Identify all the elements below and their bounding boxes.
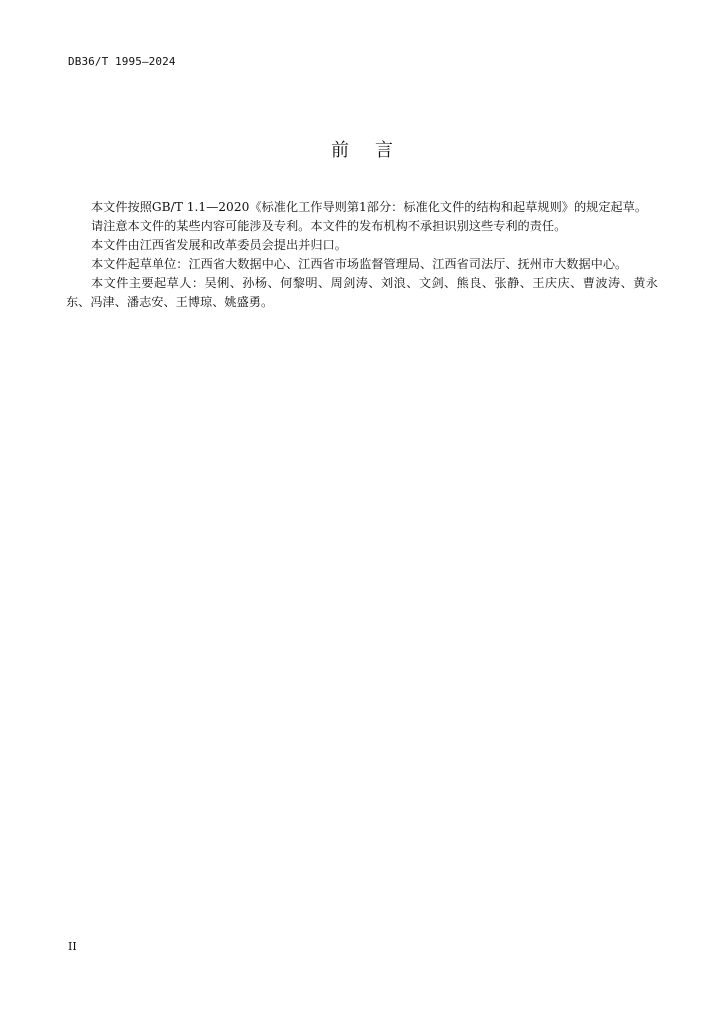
paragraph-drafting-rule: 本文件按照GB/T 1.1—2020《标准化工作导则第1部分：标准化文件的结构和起草规则》的规定起草。 xyxy=(91,200,648,214)
page-number: II xyxy=(68,940,77,953)
foreword-body xyxy=(66,198,658,312)
page-title: 前言 xyxy=(331,140,419,161)
paragraph-drafters: 本文件主要起草人：吴俐、孙杨、何黎明、周剑涛、刘浪、文剑、熊良、张静、王庆庆、曹波涛、黄永东、冯津、潘志安、王博琼、姚盛勇。 xyxy=(66,276,658,309)
paragraph-drafting-units: 本文件起草单位：江西省大数据中心、江西省市场监督管理局、江西省司法厅、抚州市大数据中心。 xyxy=(91,257,628,271)
document-code: DB36/T 1995—2024 xyxy=(68,55,176,68)
paragraph-proposer: 本文件由江西省发展和改革委员会提出并归口。 xyxy=(91,238,347,252)
paragraph-patent-notice: 请注意本文件的某些内容可能涉及专利。本文件的发布机构不承担识别这些专利的责任。 xyxy=(91,219,567,233)
